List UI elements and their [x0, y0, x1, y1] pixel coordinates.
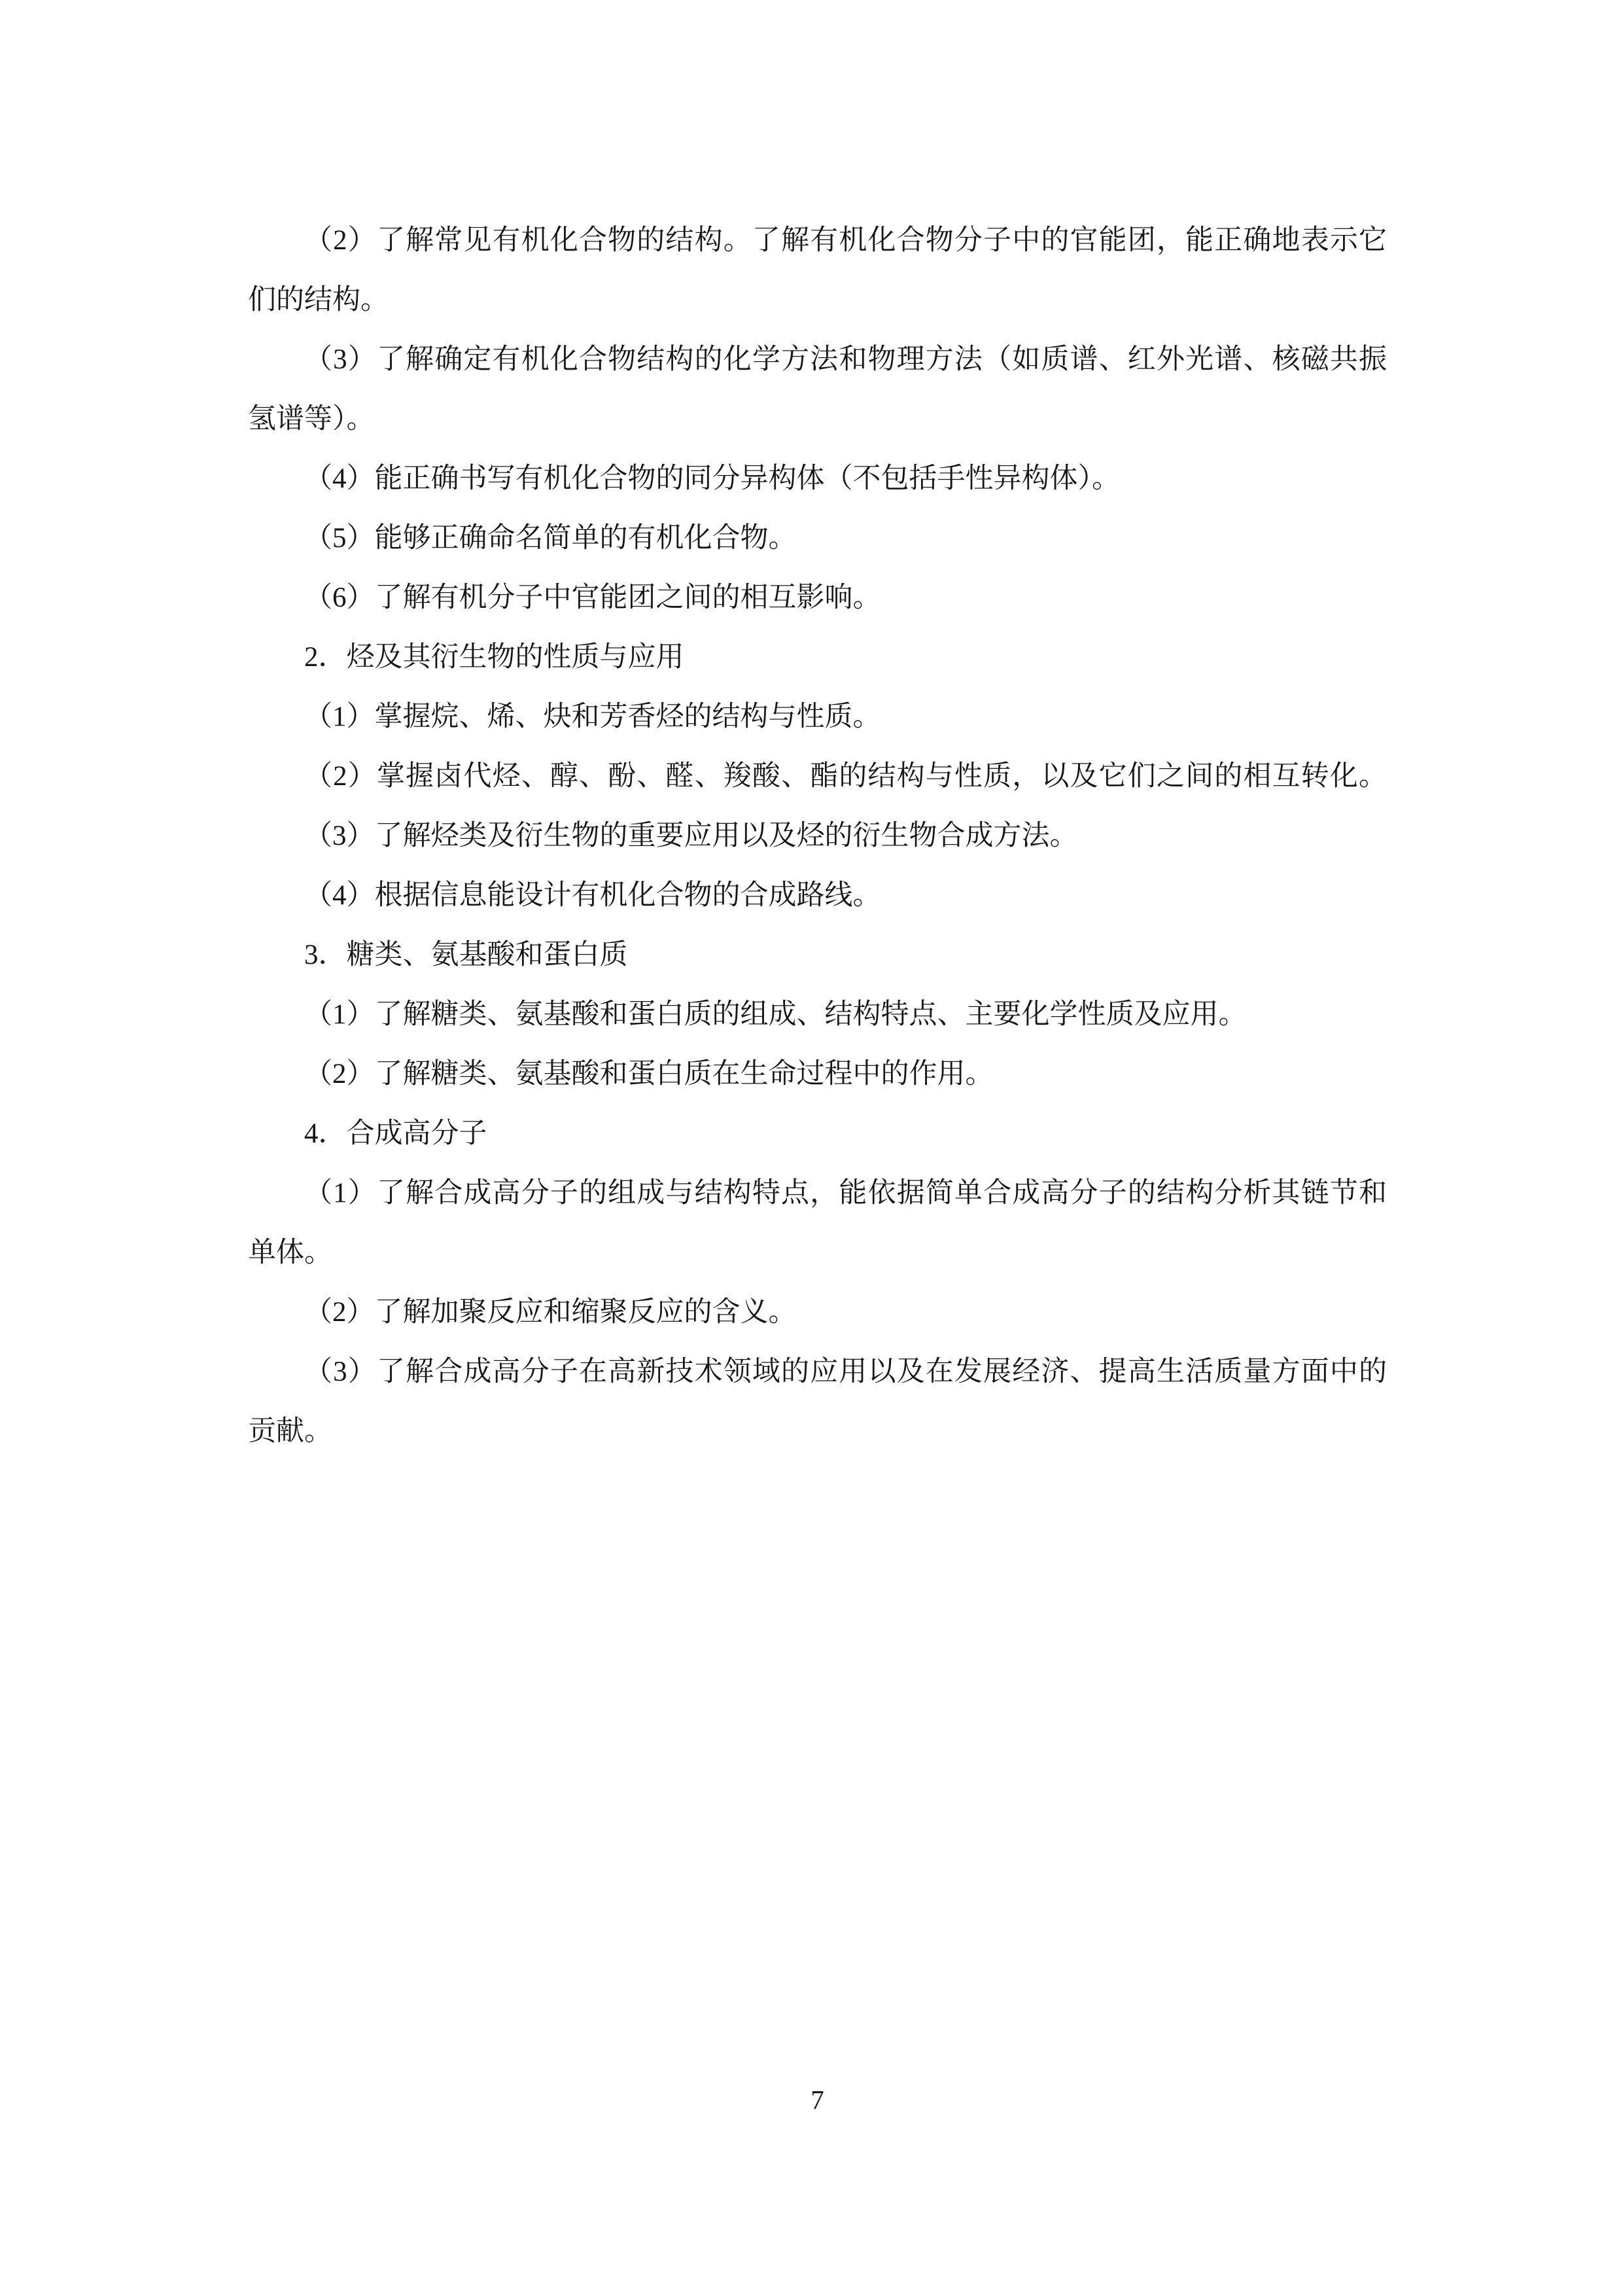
text-line: 4．合成高分子 [304, 1118, 487, 1149]
text-line: 3．糖类、氨基酸和蛋白质 [304, 940, 628, 970]
text-line: （4）能正确书写有机化合物的同分异构体（不包括手性异构体）。 [304, 463, 1120, 494]
text-line: （3）了解合成高分子在高新技术领域的应用以及在发展经济、提高生活质量方面中的 [304, 1356, 1387, 1387]
text-line: 2．烃及其衍生物的性质与应用 [304, 642, 684, 673]
text-line: （2）了解糖类、氨基酸和蛋白质在生命过程中的作用。 [304, 1059, 994, 1089]
text-line: 贡献。 [248, 1416, 332, 1447]
text-line: 们的结构。 [248, 285, 389, 315]
text-line: （3）了解确定有机化合物结构的化学方法和物理方法（如质谱、红外光谱、核磁共振 [304, 344, 1387, 375]
text-line: （1）了解糖类、氨基酸和蛋白质的组成、结构特点、主要化学性质及应用。 [304, 999, 1247, 1030]
text-line: （5）能够正确命名简单的有机化合物。 [304, 523, 797, 554]
text-line: （3）了解烃类及衍生物的重要应用以及烃的衍生物合成方法。 [304, 821, 1078, 851]
text-line: （2）掌握卤代烃、醇、酚、醛、羧酸、酯的结构与性质，以及它们之间的相互转化。 [304, 761, 1387, 792]
text-line: （2）了解常见有机化合物的结构。了解有机化合物分子中的官能团，能正确地表示它 [304, 225, 1387, 256]
text-line: （1）了解合成高分子的组成与结构特点，能依据简单合成高分子的结构分析其链节和 [304, 1178, 1387, 1209]
page-footer [248, 2085, 1387, 2115]
text-line: 氢谱等）。 [248, 404, 375, 434]
document-text-block [248, 211, 1387, 1461]
text-line: （1）掌握烷、烯、炔和芳香烃的结构与性质。 [304, 701, 881, 732]
text-line: （4）根据信息能设计有机化合物的合成路线。 [304, 880, 881, 911]
text-line: （6）了解有机分子中官能团之间的相互影响。 [304, 582, 881, 613]
text-line: （2）了解加聚反应和缩聚反应的含义。 [304, 1297, 797, 1328]
text-line: 单体。 [248, 1237, 332, 1268]
page-number: 7 [811, 2085, 824, 2115]
